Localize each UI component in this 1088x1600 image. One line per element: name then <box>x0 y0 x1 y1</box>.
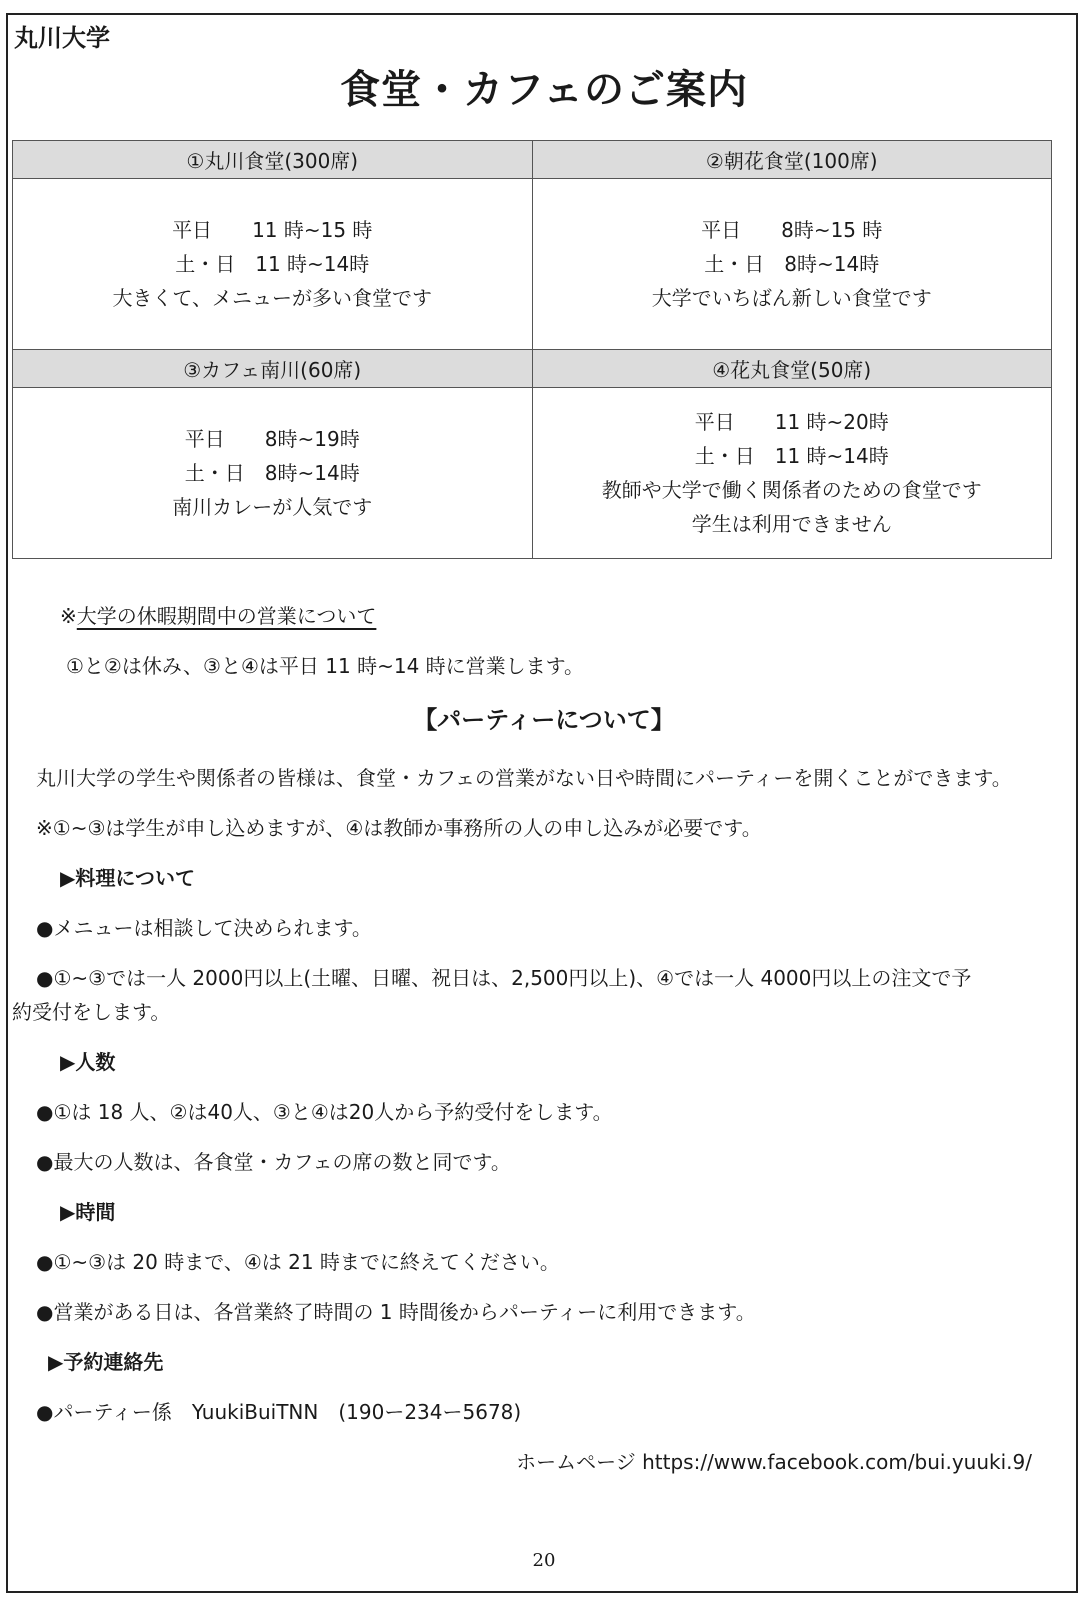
note-mark: ※ <box>60 604 77 628</box>
weekend-hours: 11 時~14時 <box>255 252 370 276</box>
cafeteria-1-details <box>13 179 533 350</box>
party-note: ※①~③は学生が申し込めますが、④は教師か事務所の人の申し込みが必要です。 <box>36 816 762 840</box>
vacation-heading <box>60 600 376 629</box>
people-heading: ▶人数 <box>60 1050 116 1074</box>
vacation-heading-text: 大学の休暇期間中の営業について <box>76 604 377 628</box>
cafeteria-table <box>12 140 1052 559</box>
cafeteria-3-name: ③カフェ南川(60席) <box>13 350 533 388</box>
cafeteria-4-name: ④花丸食堂(50席) <box>532 350 1052 388</box>
weekend-hours: 8時~14時 <box>264 461 360 485</box>
weekday-hours: 8時~19時 <box>264 427 360 451</box>
food-item-2: ●①~③では一人 2000円以上(土曜、日曜、祝日は、2,500円以上)、④では一人 4000円以上の注文で予 <box>36 966 972 990</box>
contact-info: ●パーティー係 YuukiBuiTNN (190ー234ー5678) <box>36 1400 522 1424</box>
weekday-label: 平日 <box>701 218 742 242</box>
weekday-hours: 8時~15 時 <box>781 218 883 242</box>
weekend-label: 土・日 <box>175 252 236 276</box>
weekend-hours: 8時~14時 <box>784 252 880 276</box>
weekday-hours: 11 時~20時 <box>774 410 889 434</box>
cafeteria-note: 教師や大学で働く関係者のための食堂です <box>601 478 982 502</box>
cafeteria-4-details <box>532 388 1052 559</box>
time-item-2: ●営業がある日は、各営業終了時間の 1 時間後からパーティーに利用できます。 <box>36 1300 756 1324</box>
weekend-label: 土・日 <box>184 461 245 485</box>
cafeteria-note: 学生は利用できません <box>691 512 892 536</box>
food-heading: ▶料理について <box>60 866 195 890</box>
cafeteria-2-details <box>532 179 1052 350</box>
vacation-text: ①と②は休み、③と④は平日 11 時~14 時に営業します。 <box>66 654 585 678</box>
cafeteria-note: 大きくて、メニューが多い食堂です <box>112 286 433 310</box>
weekday-hours: 11 時~15 時 <box>252 218 373 242</box>
cafeteria-note: 南川カレーが人気です <box>172 495 373 519</box>
page-number: 20 <box>532 1550 556 1571</box>
page-title: 食堂・カフェのご案内 <box>340 67 748 113</box>
party-title: 【パーティーについて】 <box>413 706 675 734</box>
weekend-hours: 11 時~14時 <box>774 444 889 468</box>
time-heading: ▶時間 <box>60 1200 116 1224</box>
weekday-label: 平日 <box>172 218 213 242</box>
people-item-1: ●①は 18 人、②は40人、③と④は20人から予約受付をします。 <box>36 1100 613 1124</box>
people-item-2: ●最大の人数は、各食堂・カフェの席の数と同です。 <box>36 1150 511 1174</box>
time-item-1: ●①~③は 20 時まで、④は 21 時までに終えてください。 <box>36 1250 560 1274</box>
homepage-link[interactable]: ホームページ https://www.facebook.com/bui.yuuki.9/ <box>516 1450 1032 1474</box>
cafeteria-3-details <box>13 388 533 559</box>
weekend-label: 土・日 <box>694 444 755 468</box>
party-intro: 丸川大学の学生や関係者の皆様は、食堂・カフェの営業がない日や時間にパーティーを開くことができます。 <box>36 766 1012 790</box>
cafeteria-note: 大学でいちばん新しい食堂です <box>651 286 932 310</box>
university-name: 丸川大学 <box>14 24 110 52</box>
contact-heading: ▶予約連絡先 <box>48 1350 164 1374</box>
weekday-label: 平日 <box>184 427 225 451</box>
weekend-label: 土・日 <box>704 252 765 276</box>
food-item-1: ●メニューは相談して決められます。 <box>36 916 372 940</box>
cafeteria-1-name: ①丸川食堂(300席) <box>13 141 533 179</box>
weekday-label: 平日 <box>694 410 735 434</box>
cafeteria-2-name: ②朝花食堂(100席) <box>532 141 1052 179</box>
food-item-2-continued: 約受付をします。 <box>12 1000 171 1024</box>
